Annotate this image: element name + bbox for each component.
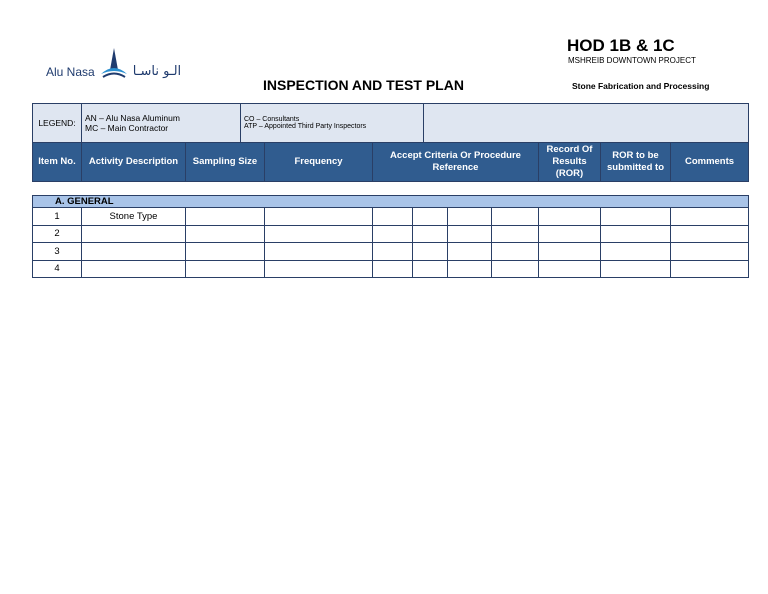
legend-table xyxy=(32,103,749,143)
project-scope: Stone Fabrication and Processing xyxy=(572,81,710,91)
table-row xyxy=(33,243,749,261)
row-item-no: 4 xyxy=(33,260,82,278)
legend-empty xyxy=(424,104,749,143)
inspection-table xyxy=(32,195,749,278)
column-header-table xyxy=(32,142,749,182)
alu-nasa-logo-icon xyxy=(97,44,131,84)
col-activity: Activity Description xyxy=(82,143,186,182)
row-activity: Stone Type xyxy=(82,208,186,226)
legend-label: LEGEND: xyxy=(33,104,82,143)
section-title: A. GENERAL xyxy=(33,196,749,208)
project-code: HOD 1B & 1C xyxy=(567,36,675,55)
row-activity xyxy=(82,260,186,278)
col-sampling: Sampling Size xyxy=(186,143,265,182)
logo-text-ar: الـو ناسـا xyxy=(132,64,182,79)
legend-parties-1 xyxy=(82,104,241,143)
legend-atp: ATP – Appointed Third Party Inspectors xyxy=(244,123,367,130)
row-item-no: 1 xyxy=(33,208,82,226)
company-logo xyxy=(36,36,182,91)
table-row xyxy=(33,225,749,243)
col-frequency: Frequency xyxy=(265,143,373,182)
row-item-no: 3 xyxy=(33,243,82,261)
project-name: MSHREIB DOWNTOWN PROJECT xyxy=(568,56,696,65)
table-row xyxy=(33,260,749,278)
row-activity xyxy=(82,243,186,261)
table-row xyxy=(33,208,749,226)
legend-mc: MC – Main Contractor xyxy=(85,123,169,133)
legend-an: AN – Alu Nasa Aluminum xyxy=(85,113,180,123)
row-item-no: 2 xyxy=(33,225,82,243)
col-criteria: Accept Criteria Or Procedure Reference xyxy=(373,143,539,182)
col-ror-to: ROR to be submitted to xyxy=(601,143,671,182)
logo-text-en: Alu Nasa xyxy=(46,64,95,79)
legend-co: CO – Consultants xyxy=(244,116,300,123)
col-record: Record Of Results (ROR) xyxy=(539,143,601,182)
document-title: INSPECTION AND TEST PLAN xyxy=(263,77,464,93)
legend-parties-2 xyxy=(241,104,424,143)
row-activity xyxy=(82,225,186,243)
col-comments: Comments xyxy=(671,143,749,182)
col-item-no: Item No. xyxy=(33,143,82,182)
